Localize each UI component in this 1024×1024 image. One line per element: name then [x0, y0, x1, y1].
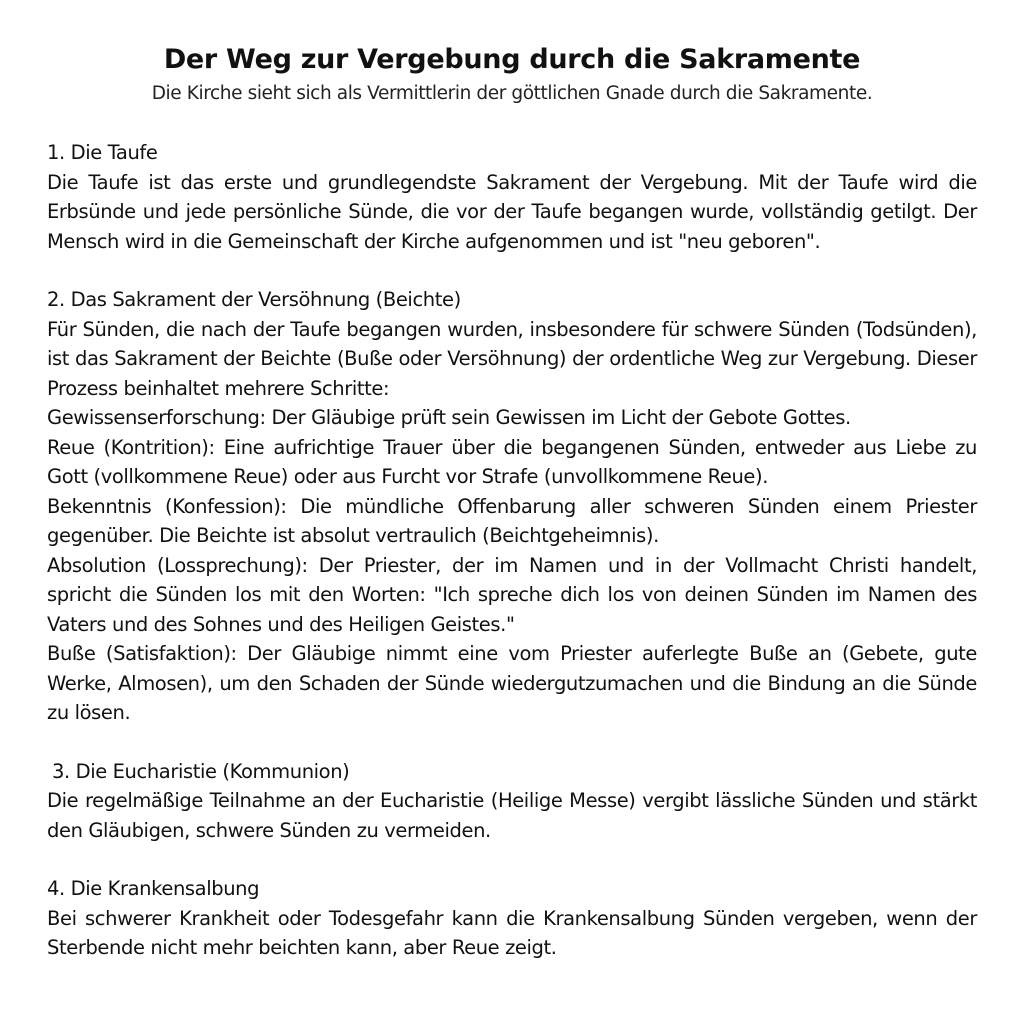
section-krankensalbung [47, 874, 977, 963]
step-absolution: Absolution (Lossprechung): Der Priester, der im Namen und in der Vollmacht Christi handelt, spricht die Sünden los mit den Worten: "Ich spreche dich los von deinen Sünden im Namen des Vaters und des Sohnes und des Heiligen Geistes." [47, 553, 977, 636]
page-title: Der Weg zur Vergebung durch die Sakramente [163, 44, 861, 75]
section-heading: 1. Die Taufe [47, 141, 158, 164]
section-heading: 4. Die Krankensalbung [47, 877, 260, 900]
section-beichte [47, 285, 977, 728]
section-heading: 2. Das Sakrament der Versöhnung (Beichte) [47, 288, 461, 311]
section-paragraph: Bei schwerer Krankheit oder Todesgefahr kann die Krankensalbung Sünden vergeben, wenn der Sterbende nicht mehr beichten kann, aber Reue zeigt. [47, 906, 977, 959]
section-paragraph: Die regelmäßige Teilnahme an der Eucharistie (Heilige Messe) vergibt lässliche Sünden und stärkt den Gläubigen, schwere Sünden zu vermeiden. [47, 789, 977, 842]
section-heading: 3. Die Eucharistie (Kommunion) [52, 759, 350, 783]
section-eucharistie [47, 757, 977, 846]
section-taufe [47, 138, 977, 256]
step-busse: Buße (Satisfaktion): Der Gläubige nimmt eine vom Priester auferlegte Buße an (Gebete, gute Werke, Almosen), um den Schaden der Sünde wiedergutzumachen und die Bindung an die Sünde zu lösen. [47, 642, 977, 724]
sections-container [47, 138, 977, 963]
section-paragraph: Für Sünden, die nach der Taufe begangen wurden, insbesondere für schwere Sünden (Todsünden), ist das Sakrament der Beichte (Buße oder Versöhnung) der ordentliche Weg zur Vergebung. Dieser Prozess beinhaltet mehrere Schritte: [47, 317, 977, 400]
document-page [47, 40, 977, 992]
page-subtitle: Die Kirche sieht sich als Vermittlerin der göttlichen Gnade durch die Sakramente. [151, 83, 873, 104]
step-gewissenserforschung: Gewissenserforschung: Der Gläubige prüft sein Gewissen im Licht der Gebote Gottes. [47, 406, 851, 429]
section-paragraph: Die Taufe ist das erste und grundlegendste Sakrament der Vergebung. Mit der Taufe wird die Erbsünde und jede persönliche Sünde, die vor der Taufe begangen wurde, vollständig getilgt. Der Mensch wird in die Gemeinschaft der Kirche aufgenommen und ist "neu geboren". [47, 170, 977, 253]
step-reue: Reue (Kontrition): Eine aufrichtige Trauer über die begangenen Sünden, entweder aus Liebe zu Gott (vollkommene Reue) oder aus Furcht vor Strafe (unvollkommene Reue). [47, 435, 977, 488]
step-bekenntnis: Bekenntnis (Konfession): Die mündliche Offenbarung aller schweren Sünden einem Priester gegenüber. Die Beichte ist absolut vertraulich (Beichtgeheimnis). [47, 494, 977, 547]
